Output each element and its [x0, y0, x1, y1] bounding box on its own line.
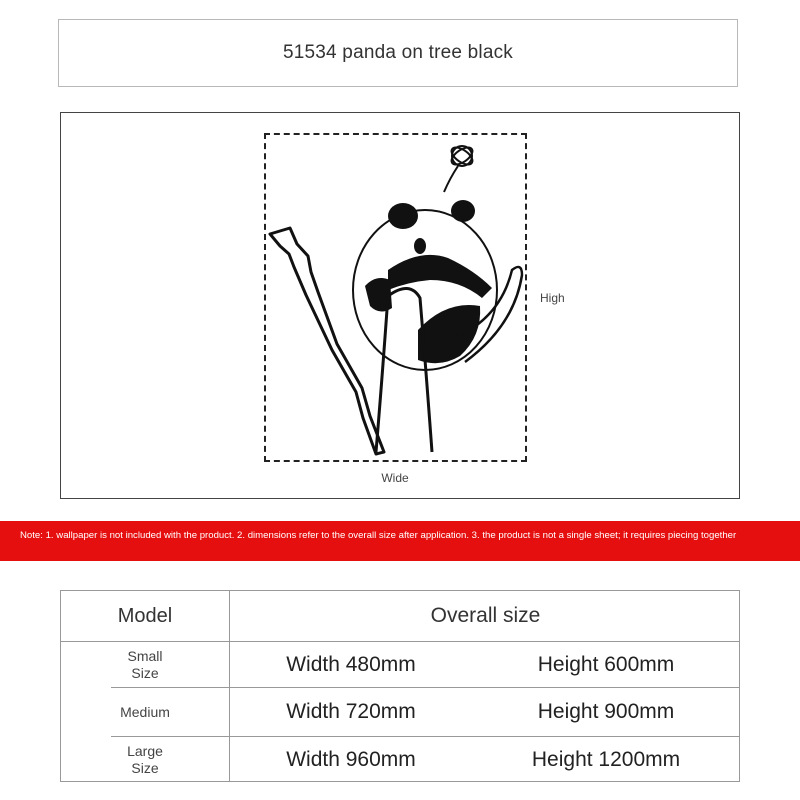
model-name-suffix: Size	[131, 664, 159, 681]
height-value: Height 900mm	[537, 700, 675, 723]
header-overall-size: Overall size	[430, 604, 541, 627]
width-value: Width 720mm	[286, 700, 416, 723]
width-value: Width 480mm	[286, 652, 416, 676]
product-title-box	[58, 19, 738, 87]
dimension-frame	[264, 133, 527, 462]
model-name: Large	[127, 743, 163, 759]
note-banner: Note: 1. wallpaper is not included with the product. 2. dimensions refer to the overall size after application. 3. the product is not a single sheet; it requires piecing together	[0, 521, 800, 561]
width-label: Wide	[372, 466, 418, 490]
height-label: High	[540, 291, 565, 305]
header-model: Model	[117, 604, 173, 627]
size-table	[60, 590, 740, 782]
model-name: Medium	[120, 703, 170, 720]
height-value: Height 1200mm	[531, 748, 681, 771]
model-name-suffix: Size	[131, 760, 159, 776]
product-title: 51534 panda on tree black	[282, 42, 513, 63]
table-row-model	[61, 737, 229, 783]
table-row-model	[61, 642, 229, 687]
height-value: Height 600mm	[537, 652, 675, 676]
table-row-model	[61, 688, 229, 736]
model-name: Small	[127, 647, 163, 664]
width-value: Width 960mm	[286, 748, 416, 771]
